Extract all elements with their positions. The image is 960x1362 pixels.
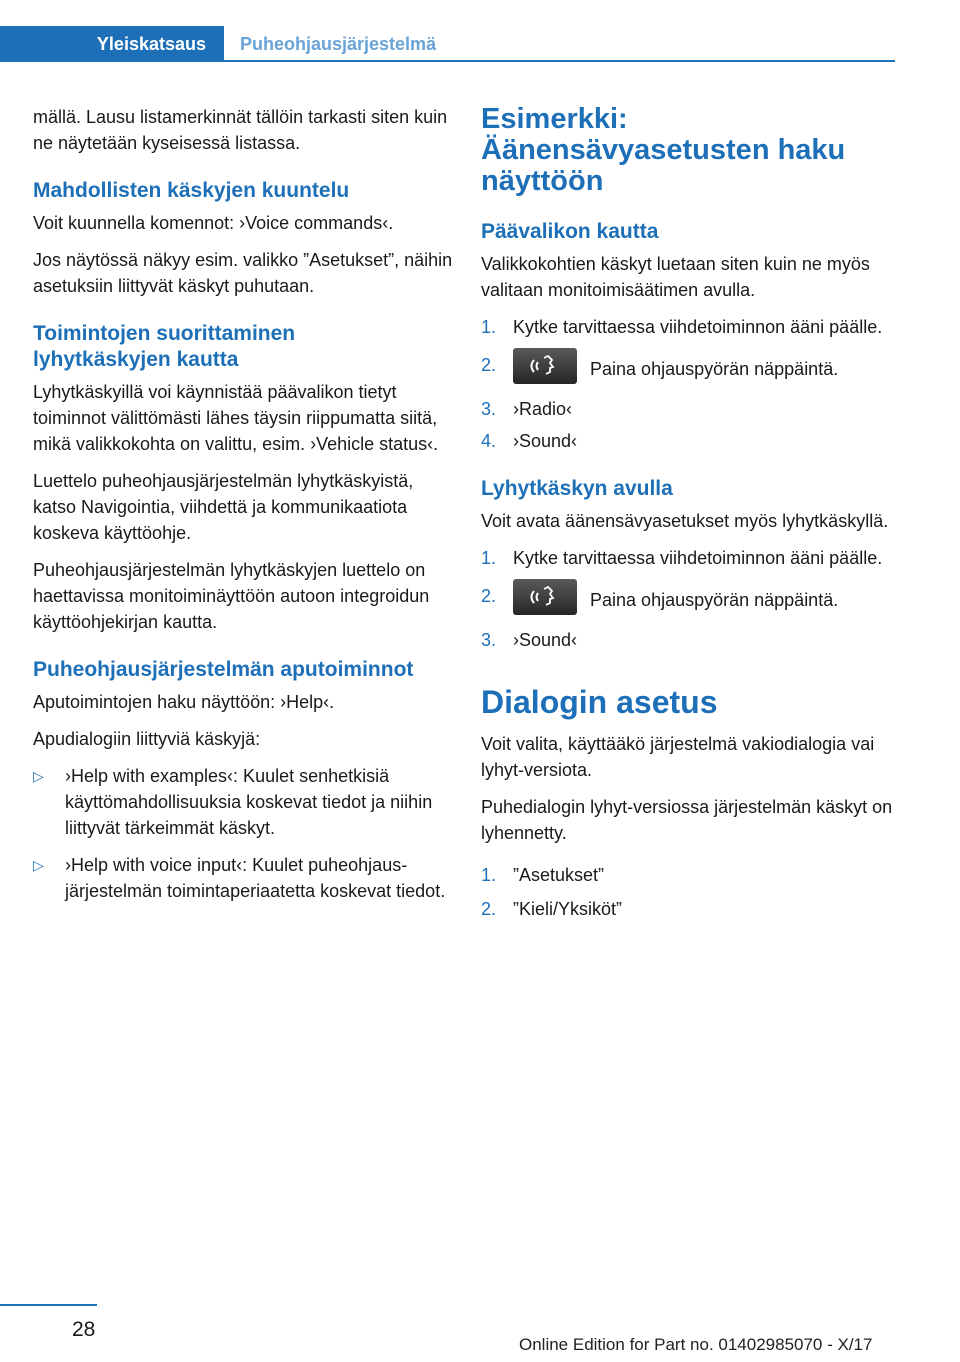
step-number: 2. [481, 355, 497, 375]
help-paragraph-1: Aputoimintojen haku näyttöön: ›Help‹. [33, 692, 335, 712]
voice-button-icon [513, 348, 577, 384]
step-content [513, 352, 838, 388]
dialog-paragraph-1: Voit valita, käyttääkö järjestelmä vakiodialogia vai lyhyt-versiota. [481, 734, 875, 780]
shortcuts-paragraph-1: Lyhytkäskyillä voi käynnistää päävalikon tietyt toiminnot välittömästi lähes täysin riippumatta siitä, mikä valikkokohta on valittu, esim. ›Vehicle status‹. [33, 382, 439, 454]
footer-divider [0, 1304, 97, 1306]
bullet-triangle-icon: ▷ [33, 768, 44, 784]
page-header [0, 0, 960, 62]
step-text: ”Asetukset” [513, 865, 605, 885]
step-text: ”Kieli/Yksiköt” [513, 899, 623, 919]
list-item [33, 852, 453, 904]
section-title-commands: Mahdollisten käskyjen kuuntelu [33, 179, 350, 202]
step-number: 2. [481, 899, 497, 919]
page-number: 28 [72, 1318, 96, 1341]
bullet-text: ›Help with examples‹: Kuulet senhetkisiä käyttömahdollisuuksia koskevat tiedot ja niihin liittyvät tärkeimmät käskyt. [65, 766, 433, 838]
edition-info: Online Edition for Part no. 01402985070 - X/17 [519, 1335, 873, 1354]
list-item [481, 583, 896, 619]
commands-paragraph-2: Jos näytössä näkyy esim. valikko ”Asetukset”, näihin asetuksiin liittyvät käskyt puhutaan. [33, 250, 453, 296]
bullet-text: ›Help with voice input‹: Kuulet puheohjausjärjestelmän toimintaperiaatetta koskevat tiedot. [65, 855, 446, 901]
step-number: 3. [481, 399, 497, 419]
list-item [481, 896, 896, 922]
list-item [481, 396, 896, 422]
dialog-settings-title: Dialogin asetus [481, 684, 718, 720]
bullet-triangle-icon: ▷ [33, 857, 44, 873]
dialog-paragraph-2: Puhedialogin lyhyt-versiossa järjestelmän käskyt on lyhennetty. [481, 797, 893, 843]
step-text: ›Sound‹ [513, 431, 578, 451]
left-column [33, 104, 453, 904]
example-title: Esimerkki: Äänensävyasetusten haku näyttöön [481, 103, 846, 197]
list-item [33, 763, 453, 841]
list-item [481, 352, 896, 388]
step-text: ›Sound‹ [513, 630, 578, 650]
main-menu-paragraph: Valikkokohtien käskyt luetaan siten kuin ne myös valitaan monitoimisäätimen avulla. [481, 254, 870, 300]
tab-voice-control[interactable]: Puheohjausjärjestelmä [240, 33, 437, 54]
voice-button-icon [513, 579, 577, 615]
intro-paragraph: mällä. Lausu listamerkinnät tällöin tarkasti siten kuin ne näytetään kyseisessä listassa. [33, 107, 448, 153]
step-number: 1. [481, 317, 497, 337]
list-item [481, 545, 896, 571]
list-item [481, 627, 896, 653]
list-item [481, 428, 896, 454]
list-item [481, 862, 896, 888]
step-text: Paina ohjauspyörän näppäintä. [590, 589, 839, 610]
right-column [481, 104, 896, 922]
shortcuts-paragraph-3: Puheohjausjärjestelmän lyhytkäskyjen luettelo on haettavissa monitoiminäyttöön autoon integroidun käyttöohjekirjan kautta. [33, 560, 430, 632]
step-text: ›Radio‹ [513, 399, 573, 419]
step-number: 4. [481, 431, 497, 451]
step-number: 1. [481, 865, 497, 885]
main-menu-steps [481, 314, 896, 454]
step-number: 3. [481, 630, 497, 650]
step-text: Kytke tarvittaessa viihdetoiminnon ääni päälle. [513, 317, 883, 337]
section-title-shortcuts: Toimintojen suorittaminen lyhytkäskyjen kautta [33, 322, 296, 371]
shortcut-command-paragraph: Voit avata äänensävyasetukset myös lyhytkäskyllä. [481, 511, 889, 531]
section-title-main-menu: Päävalikon kautta [481, 220, 659, 243]
tab-overview[interactable]: Yleiskatsaus [0, 26, 224, 62]
step-number: 2. [481, 586, 497, 606]
shortcuts-paragraph-2: Luettelo puheohjausjärjestelmän lyhytkäskyistä, katso Navigointia, viihdettä ja kommunikaatiota koskeva käyttöohje. [33, 471, 414, 543]
section-title-shortcut-command: Lyhytkäskyn avulla [481, 477, 673, 500]
list-item [481, 314, 896, 340]
commands-paragraph-1: Voit kuunnella komennot: ›Voice commands‹. [33, 213, 394, 233]
help-paragraph-2: Apudialogiin liittyviä käskyjä: [33, 729, 261, 749]
section-title-help: Puheohjausjärjestelmän aputoiminnot [33, 658, 414, 681]
header-divider [0, 60, 895, 62]
step-text: Paina ohjauspyörän näppäintä. [590, 358, 839, 379]
step-text: Kytke tarvittaessa viihdetoiminnon ääni päälle. [513, 548, 883, 568]
dialog-steps [481, 862, 896, 922]
step-number: 1. [481, 548, 497, 568]
shortcut-steps [481, 545, 896, 653]
help-bullet-list [33, 763, 453, 904]
step-content [513, 583, 838, 619]
